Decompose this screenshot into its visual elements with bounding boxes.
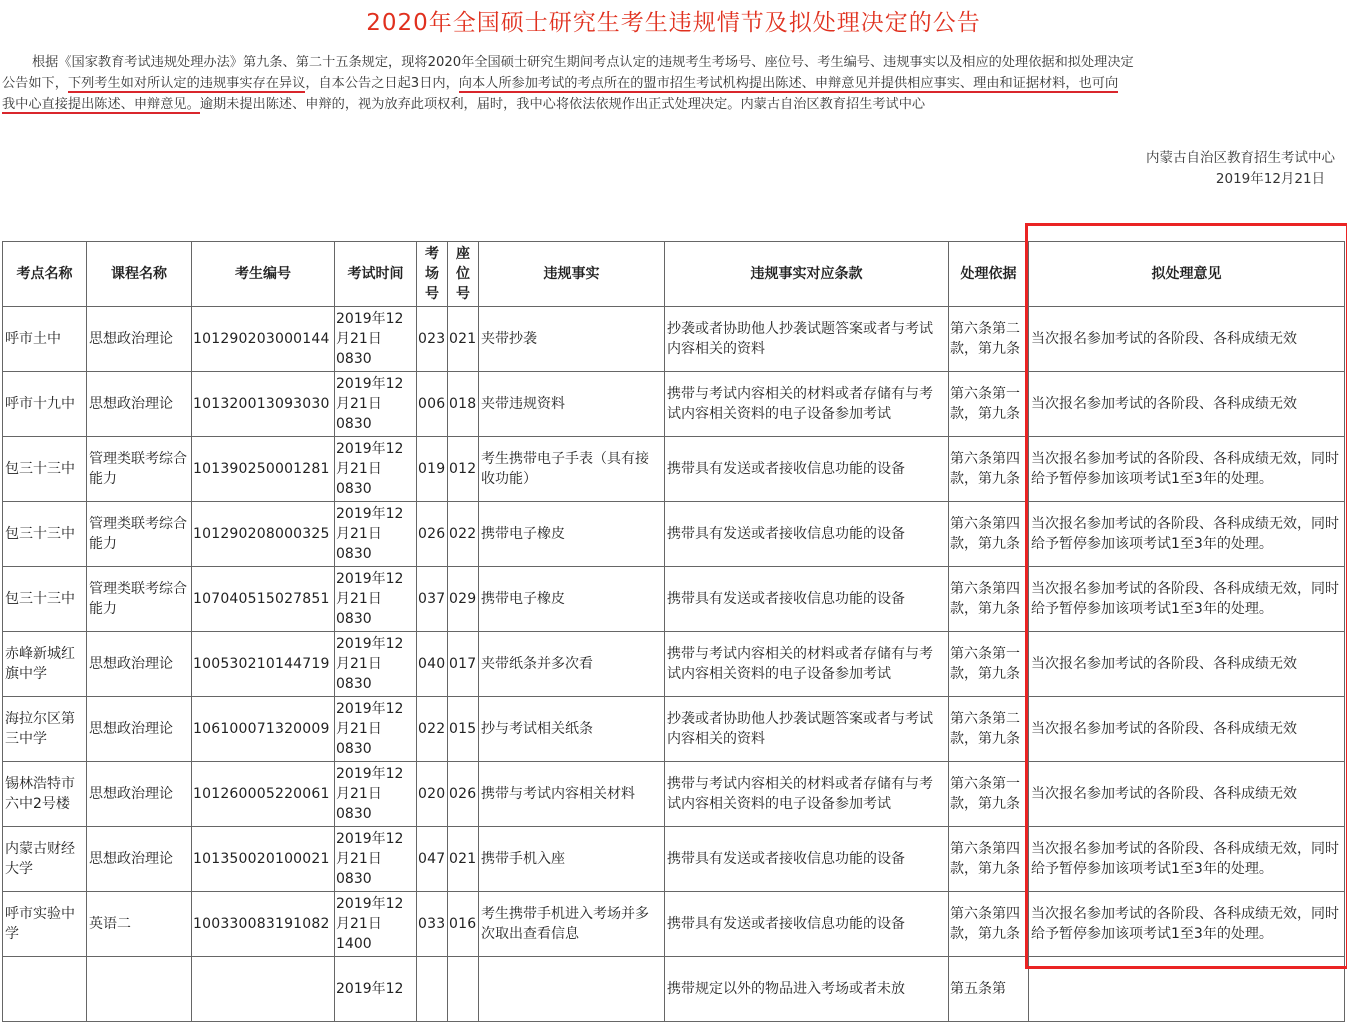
cell-seat <box>448 957 479 1022</box>
cell-room <box>417 957 448 1022</box>
cell-id: 101390250001281 <box>192 437 335 502</box>
cell-seat: 012 <box>448 437 479 502</box>
cell-decision: 当次报名参加考试的各阶段、各科成绩无效，同时给予暂停参加该项考试1至3年的处理。 <box>1029 567 1345 632</box>
table-row <box>3 957 1345 1022</box>
table-row <box>3 892 1345 957</box>
cell-time: 2019年12月21日0830 <box>335 762 417 827</box>
signature-block <box>1146 148 1335 190</box>
cell-fact: 抄与考试相关纸条 <box>479 697 665 762</box>
cell-id: 101350020100021 <box>192 827 335 892</box>
cell-decision: 当次报名参加考试的各阶段、各科成绩无效 <box>1029 632 1345 697</box>
header-time: 考试时间 <box>335 242 417 307</box>
cell-seat: 021 <box>448 827 479 892</box>
cell-seat: 029 <box>448 567 479 632</box>
cell-room: 047 <box>417 827 448 892</box>
cell-course: 思想政治理论 <box>87 372 192 437</box>
cell-room: 026 <box>417 502 448 567</box>
cell-time: 2019年12月21日0830 <box>335 372 417 437</box>
cell-site: 海拉尔区第三中学 <box>3 697 87 762</box>
cell-seat: 021 <box>448 307 479 372</box>
cell-decision: 当次报名参加考试的各阶段、各科成绩无效 <box>1029 697 1345 762</box>
cell-fact: 携带电子橡皮 <box>479 567 665 632</box>
header-course: 课程名称 <box>87 242 192 307</box>
cell-clause: 携带具有发送或者接收信息功能的设备 <box>665 502 949 567</box>
cell-fact: 考生携带电子手表（具有接收功能） <box>479 437 665 502</box>
table-row <box>3 307 1345 372</box>
cell-time: 2019年12月21日0830 <box>335 632 417 697</box>
cell-basis: 第六条第二款，第九条 <box>949 697 1029 762</box>
cell-time: 2019年12月21日1400 <box>335 892 417 957</box>
cell-clause: 携带与考试内容相关的材料或者存储有与考试内容相关资料的电子设备参加考试 <box>665 372 949 437</box>
cell-clause: 抄袭或者协助他人抄袭试题答案或者与考试内容相关的资料 <box>665 697 949 762</box>
cell-decision: 当次报名参加考试的各阶段、各科成绩无效 <box>1029 307 1345 372</box>
header-id: 考生编号 <box>192 242 335 307</box>
table-row <box>3 567 1345 632</box>
cell-seat: 018 <box>448 372 479 437</box>
cell-fact: 携带与考试内容相关材料 <box>479 762 665 827</box>
table-header-row <box>3 242 1345 307</box>
cell-clause: 携带与考试内容相关的材料或者存储有与考试内容相关资料的电子设备参加考试 <box>665 762 949 827</box>
cell-course: 思想政治理论 <box>87 762 192 827</box>
cell-basis: 第六条第四款，第九条 <box>949 892 1029 957</box>
cell-clause: 携带具有发送或者接收信息功能的设备 <box>665 827 949 892</box>
notice-text: ，自本公告之日起3日内， <box>305 76 459 91</box>
notice-line-1: 根据《国家教育考试违规处理办法》第九条、第二十五条规定，现将2020年全国硕士研究生期间考点认定的违规考生考场号、座位号、考生编号、违规事实以及相应的处理依据和拟处理决定 <box>32 55 1134 70</box>
notice-line-3 <box>2 94 1347 115</box>
cell-site: 锡林浩特市六中2号楼 <box>3 762 87 827</box>
cell-clause: 携带规定以外的物品进入考场或者未放 <box>665 957 949 1022</box>
cell-time: 2019年12月21日0830 <box>335 827 417 892</box>
cell-decision: 当次报名参加考试的各阶段、各科成绩无效，同时给予暂停参加该项考试1至3年的处理。 <box>1029 437 1345 502</box>
cell-decision: 当次报名参加考试的各阶段、各科成绩无效 <box>1029 372 1345 437</box>
header-fact: 违规事实 <box>479 242 665 307</box>
cell-clause: 携带与考试内容相关的材料或者存储有与考试内容相关资料的电子设备参加考试 <box>665 632 949 697</box>
cell-time: 2019年12月21日0830 <box>335 567 417 632</box>
cell-fact <box>479 957 665 1022</box>
cell-course: 思想政治理论 <box>87 632 192 697</box>
page-title: 2020年全国硕士研究生考生违规情节及拟处理决定的公告 <box>366 10 981 36</box>
underlined-text: 我中心直接提出陈述、申辩意见。 <box>2 97 200 112</box>
cell-id: 101320013093030 <box>192 372 335 437</box>
signature-org: 内蒙古自治区教育招生考试中心 <box>1146 150 1335 166</box>
cell-decision: 当次报名参加考试的各阶段、各科成绩无效，同时给予暂停参加该项考试1至3年的处理。 <box>1029 892 1345 957</box>
cell-course: 思想政治理论 <box>87 697 192 762</box>
header-seat: 座位号 <box>448 242 479 307</box>
cell-fact: 携带电子橡皮 <box>479 502 665 567</box>
cell-fact: 夹带纸条并多次看 <box>479 632 665 697</box>
cell-course: 管理类联考综合能力 <box>87 437 192 502</box>
cell-fact: 夹带违规资料 <box>479 372 665 437</box>
notice-text: 公告如下， <box>2 76 68 91</box>
cell-site: 包三十三中 <box>3 502 87 567</box>
cell-id: 101260005220061 <box>192 762 335 827</box>
cell-course: 思想政治理论 <box>87 827 192 892</box>
cell-basis: 第六条第四款，第九条 <box>949 502 1029 567</box>
cell-basis: 第六条第一款，第九条 <box>949 762 1029 827</box>
underlined-text: 向本人所参加考试的考点所在的盟市招生考试机构提出陈述、申辩意见并提供相应事实、理由和证据材料， <box>458 76 1079 91</box>
cell-id: 100330083191082 <box>192 892 335 957</box>
cell-course: 管理类联考综合能力 <box>87 502 192 567</box>
cell-room: 023 <box>417 307 448 372</box>
cell-site: 呼市十九中 <box>3 372 87 437</box>
cell-time: 2019年12月21日0830 <box>335 437 417 502</box>
cell-decision <box>1029 957 1345 1022</box>
cell-fact: 夹带抄袭 <box>479 307 665 372</box>
violations-table <box>2 241 1345 1022</box>
table-row <box>3 762 1345 827</box>
cell-site: 包三十三中 <box>3 437 87 502</box>
cell-time: 2019年12月21日0830 <box>335 502 417 567</box>
cell-id <box>192 957 335 1022</box>
cell-seat: 022 <box>448 502 479 567</box>
cell-clause: 携带具有发送或者接收信息功能的设备 <box>665 437 949 502</box>
table-row <box>3 372 1345 437</box>
cell-basis: 第六条第四款，第九条 <box>949 437 1029 502</box>
table-row <box>3 697 1345 762</box>
cell-site: 赤峰新城红旗中学 <box>3 632 87 697</box>
cell-time: 2019年12月21日0830 <box>335 307 417 372</box>
header-decision: 拟处理意见 <box>1029 242 1345 307</box>
cell-site: 呼市土中 <box>3 307 87 372</box>
cell-clause: 抄袭或者协助他人抄袭试题答案或者与考试内容相关的资料 <box>665 307 949 372</box>
cell-fact: 携带手机入座 <box>479 827 665 892</box>
cell-room: 033 <box>417 892 448 957</box>
cell-basis: 第六条第四款，第九条 <box>949 567 1029 632</box>
cell-room: 020 <box>417 762 448 827</box>
notice-body <box>2 52 1347 115</box>
underlined-text: 下列考生如对所认定的违规事实存在异议 <box>67 76 306 91</box>
cell-site: 包三十三中 <box>3 567 87 632</box>
cell-site: 内蒙古财经大学 <box>3 827 87 892</box>
cell-id: 101290203000144 <box>192 307 335 372</box>
cell-room: 006 <box>417 372 448 437</box>
cell-course: 管理类联考综合能力 <box>87 567 192 632</box>
cell-seat: 026 <box>448 762 479 827</box>
cell-basis: 第六条第一款，第九条 <box>949 632 1029 697</box>
table-row <box>3 437 1345 502</box>
cell-room: 037 <box>417 567 448 632</box>
cell-basis: 第六条第一款，第九条 <box>949 372 1029 437</box>
cell-time: 2019年12月21日0830 <box>335 697 417 762</box>
cell-decision: 当次报名参加考试的各阶段、各科成绩无效，同时给予暂停参加该项考试1至3年的处理。 <box>1029 502 1345 567</box>
header-basis: 处理依据 <box>949 242 1029 307</box>
cell-id: 101290208000325 <box>192 502 335 567</box>
cell-course <box>87 957 192 1022</box>
cell-decision: 当次报名参加考试的各阶段、各科成绩无效 <box>1029 762 1345 827</box>
cell-room: 040 <box>417 632 448 697</box>
cell-basis: 第五条第 <box>949 957 1029 1022</box>
cell-room: 019 <box>417 437 448 502</box>
cell-seat: 017 <box>448 632 479 697</box>
cell-clause: 携带具有发送或者接收信息功能的设备 <box>665 892 949 957</box>
table-body <box>3 307 1345 1022</box>
cell-room: 022 <box>417 697 448 762</box>
header-room: 考场号 <box>417 242 448 307</box>
cell-seat: 016 <box>448 892 479 957</box>
cell-seat: 015 <box>448 697 479 762</box>
cell-course: 思想政治理论 <box>87 307 192 372</box>
cell-site: 呼市实验中学 <box>3 892 87 957</box>
table-row <box>3 502 1345 567</box>
notice-line-2 <box>2 73 1347 94</box>
cell-decision: 当次报名参加考试的各阶段、各科成绩无效，同时给予暂停参加该项考试1至3年的处理。 <box>1029 827 1345 892</box>
table-row <box>3 632 1345 697</box>
signature-date: 2019年12月21日 <box>1215 171 1326 187</box>
cell-basis: 第六条第二款，第九条 <box>949 307 1029 372</box>
header-site: 考点名称 <box>3 242 87 307</box>
cell-course: 英语二 <box>87 892 192 957</box>
underlined-text: 也可向 <box>1078 76 1119 91</box>
cell-id: 100530210144719 <box>192 632 335 697</box>
cell-clause: 携带具有发送或者接收信息功能的设备 <box>665 567 949 632</box>
cell-site <box>3 957 87 1022</box>
cell-fact: 考生携带手机进入考场并多次取出查看信息 <box>479 892 665 957</box>
cell-basis: 第六条第四款，第九条 <box>949 827 1029 892</box>
cell-time: 2019年12 <box>335 957 417 1022</box>
notice-text: 逾期未提出陈述、申辩的，视为放弃此项权利，届时，我中心将依法依规作出正式处理决定。内蒙古自治区教育招生考试中心 <box>199 97 926 112</box>
table-row <box>3 827 1345 892</box>
cell-id: 106100071320009 <box>192 697 335 762</box>
cell-id: 107040515027851 <box>192 567 335 632</box>
header-clause: 违规事实对应条款 <box>665 242 949 307</box>
